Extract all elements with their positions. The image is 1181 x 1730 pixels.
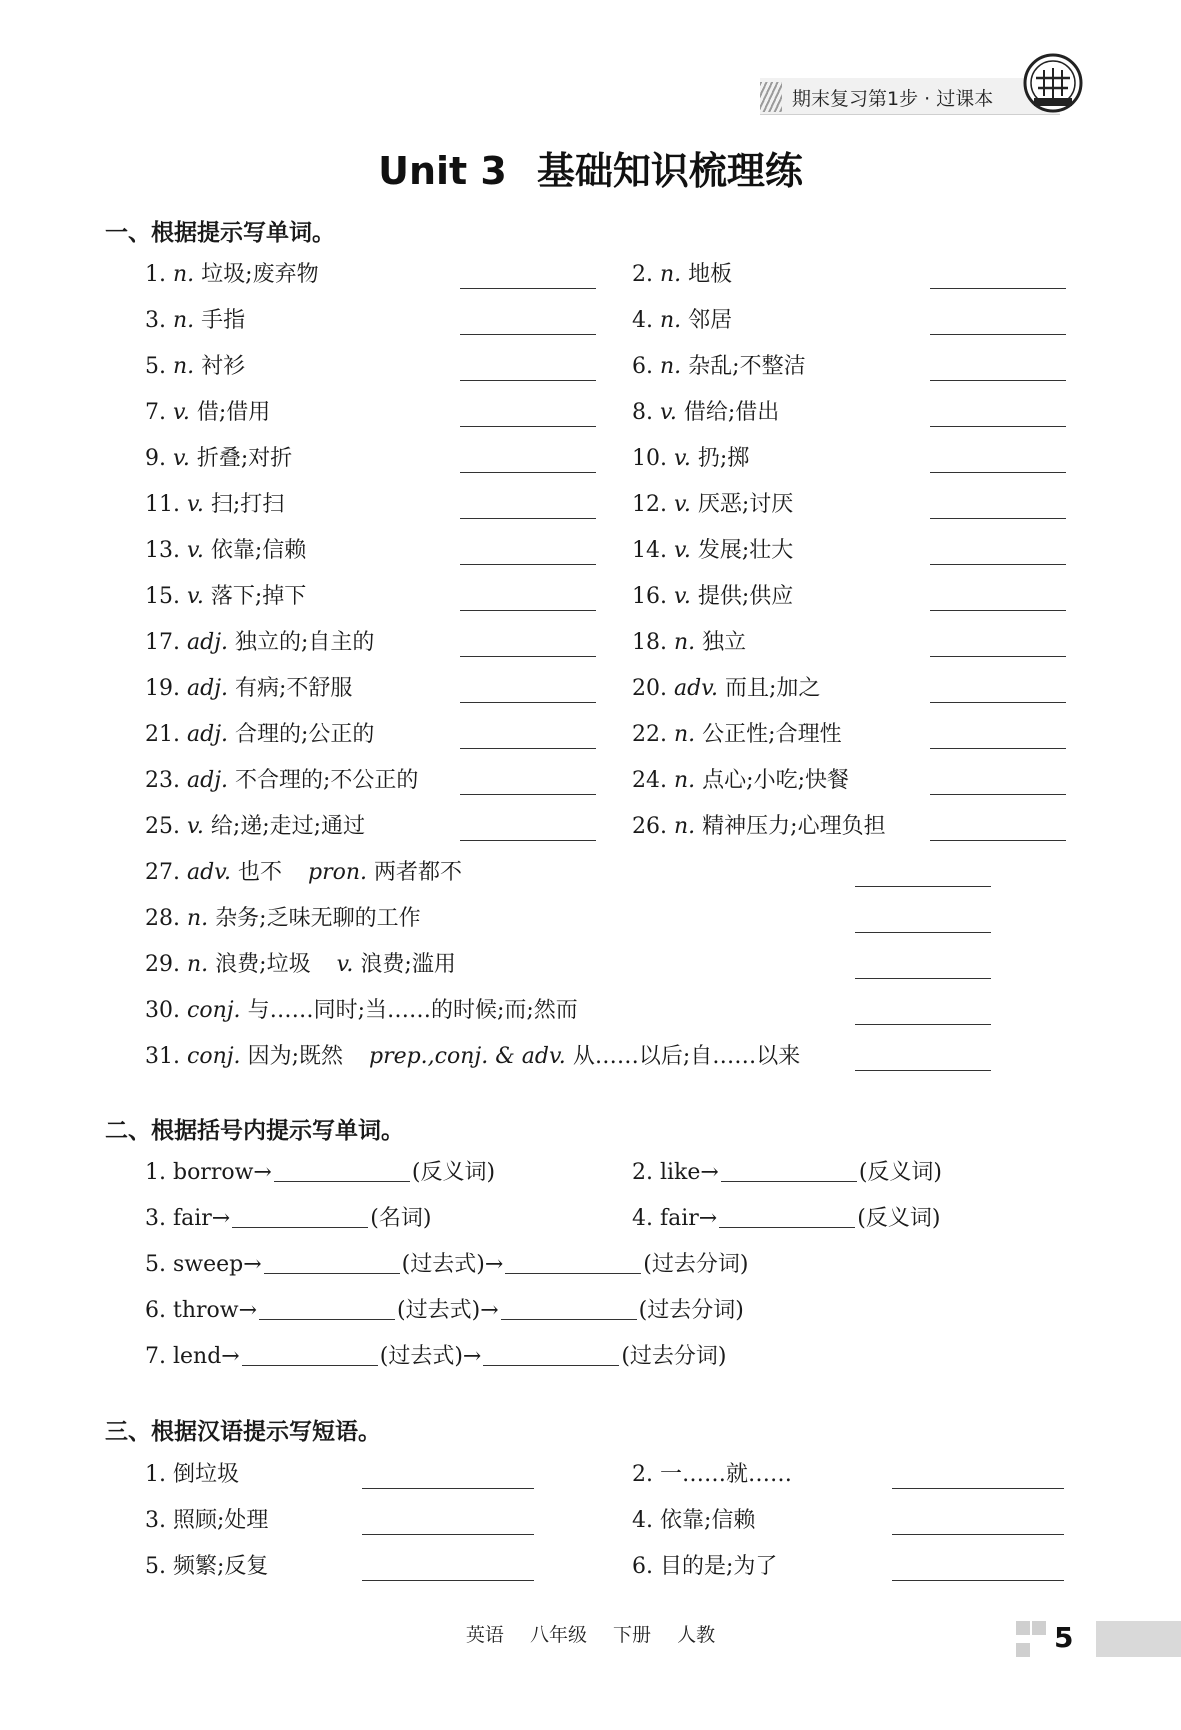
part-of-speech-2: prep.,conj. & adv. [368,1044,566,1069]
word-item [145,490,284,520]
header-label: 期末复习第1步 · 过课本 [792,88,994,110]
part-of-speech: n. [173,262,195,287]
part-of-speech: n. [173,308,195,333]
part-of-speech: n. [674,814,696,839]
word-item [145,536,306,566]
item-meaning: 公正性;合理性 [702,722,842,747]
item-number: 5. [145,354,166,379]
phrase-item [632,1552,777,1582]
part-of-speech: n. [660,354,682,379]
footer [0,1620,1181,1647]
item-number: 27. [145,860,180,885]
word-item [632,674,820,704]
item-meaning: 有病;不舒服 [235,676,353,701]
item-meaning: 借给;借出 [683,400,780,425]
answer-blank[interactable] [460,426,596,427]
item-meaning: 点心;小吃;快餐 [702,768,849,793]
word-item [632,536,793,566]
item-meaning: 落下;掉下 [210,584,307,609]
part-of-speech: v. [674,492,691,517]
answer-blank[interactable] [460,748,596,749]
item-number: 4. [632,308,653,333]
answer-blank[interactable] [930,288,1066,289]
answer-blank[interactable] [892,1580,1064,1581]
item-meaning: 因为;既然 [247,1044,343,1069]
page-number-box [1016,1621,1181,1657]
answer-blank[interactable] [460,472,596,473]
item-number: 25. [145,814,180,839]
word-item [145,766,418,796]
answer-blank[interactable] [930,380,1066,381]
part-of-speech: n. [660,308,682,333]
answer-blank[interactable] [930,794,1066,795]
answer-blank[interactable] [930,656,1066,657]
item-number: 20. [632,676,667,701]
form-item [632,1204,940,1234]
item-number: 10. [632,446,667,471]
word-item [632,260,732,290]
answer-blank[interactable] [892,1534,1064,1535]
part-of-speech: n. [674,722,696,747]
part-of-speech: v. [187,814,204,839]
past-tense-blank[interactable] [259,1297,395,1320]
item-meaning: 地板 [688,262,733,287]
item-hint: (过去分词) [621,1344,727,1369]
item-meaning: 不合理的;不公正的 [235,768,419,793]
word-item [632,628,746,658]
item-meaning: 也不 [238,860,283,885]
footer-edition: 人教 [677,1624,716,1646]
item-text: 1. 倒垃圾 [145,1462,239,1487]
word-item [145,720,374,750]
item-text: 6. 目的是;为了 [632,1554,778,1579]
answer-blank[interactable] [855,886,991,887]
item-prefix: 7. lend→ [145,1344,240,1369]
part-of-speech: v. [660,400,677,425]
phrase-item [145,1460,239,1490]
title-subtitle: 基础知识梳理练 [536,149,803,193]
footer-volume: 下册 [613,1624,652,1646]
item-number: 19. [145,676,180,701]
part-of-speech: v. [187,492,204,517]
phrase-item [145,1552,268,1582]
part-of-speech: conj. [187,998,241,1023]
answer-blank[interactable] [460,794,596,795]
word-item [632,582,793,612]
word-item [632,490,793,520]
answer-blank[interactable] [930,748,1066,749]
part-of-speech: adv. [187,860,232,885]
answer-blank[interactable] [460,334,596,335]
word-item-long [145,904,421,934]
answer-blank[interactable] [930,610,1066,611]
word-item [632,812,886,842]
word-item-long [145,996,578,1026]
item-meaning: 独立 [702,630,747,655]
item-number: 24. [632,768,667,793]
word-item [145,444,292,474]
item-prefix: 1. borrow→ [145,1160,272,1185]
item-meaning-2: 从……以后;自……以来 [572,1044,801,1069]
brand-seal-icon [1022,52,1084,114]
past-participle-blank[interactable] [501,1297,637,1320]
word-item [145,582,306,612]
part-of-speech: v. [173,400,190,425]
section-3-heading: 三、根据汉语提示写短语。 [105,1419,381,1445]
answer-blank[interactable] [460,840,596,841]
item-meaning: 衬衫 [201,354,246,379]
answer-blank[interactable] [930,426,1066,427]
past-participle-blank[interactable] [505,1251,641,1274]
part-of-speech: v. [187,584,204,609]
answer-blank[interactable] [855,1070,991,1071]
answer-blank[interactable] [930,518,1066,519]
header-stripes [760,82,782,112]
item-number: 3. [145,308,166,333]
item-meaning: 厌恶;讨厌 [697,492,794,517]
word-item [632,720,842,750]
verb-form-item [145,1296,744,1326]
answer-blank[interactable] [930,564,1066,565]
answer-blank[interactable] [460,656,596,657]
item-prefix: 4. fair→ [632,1206,718,1231]
part-of-speech: n. [660,262,682,287]
part-of-speech-2: v. [336,952,354,977]
form-item [145,1158,495,1188]
phrase-item [632,1506,755,1536]
answer-blank[interactable] [930,334,1066,335]
item-meaning: 折叠;对折 [196,446,293,471]
part-of-speech: adj. [187,676,229,701]
past-tense-blank[interactable] [264,1251,400,1274]
part-of-speech: v. [674,446,691,471]
answer-blank[interactable] [460,288,596,289]
item-number: 31. [145,1044,180,1069]
answer-blank[interactable] [930,472,1066,473]
item-number: 2. [632,262,653,287]
item-meaning: 扫;打扫 [210,492,285,517]
item-meaning: 给;递;走过;通过 [210,814,366,839]
item-hint: (反义词) [411,1160,496,1185]
answer-blank[interactable] [719,1205,855,1228]
item-meaning: 与……同时;当……的时候;而;然而 [247,998,578,1023]
past-tense-blank[interactable] [242,1343,378,1366]
item-meaning: 垃圾;废弃物 [201,262,319,287]
item-number: 8. [632,400,653,425]
part-of-speech-2: pron. [308,860,368,885]
word-item [145,306,245,336]
item-prefix: 3. fair→ [145,1206,231,1231]
item-hint: (过去分词) [638,1298,744,1323]
unit-label: Unit 3 [378,149,507,193]
answer-blank[interactable] [362,1488,534,1489]
part-of-speech: v. [674,538,691,563]
word-item [145,260,319,290]
answer-blank[interactable] [460,564,596,565]
item-prefix: 6. throw→ [145,1298,258,1323]
item-number: 15. [145,584,180,609]
answer-blank[interactable] [460,518,596,519]
section-2-heading: 二、根据括号内提示写单词。 [105,1118,404,1144]
part-of-speech: n. [674,768,696,793]
item-number: 9. [145,446,166,471]
item-meaning: 手指 [201,308,246,333]
item-meaning: 邻居 [688,308,733,333]
part-of-speech: adj. [187,630,229,655]
item-meaning: 精神压力;心理负担 [702,814,886,839]
part-of-speech: n. [674,630,696,655]
answer-blank[interactable] [460,610,596,611]
part-of-speech: conj. [187,1044,241,1069]
item-number: 30. [145,998,180,1023]
item-meaning: 合理的;公正的 [235,722,375,747]
item-number: 6. [632,354,653,379]
item-hint: (过去式)→ [397,1298,499,1323]
item-number: 28. [145,906,180,931]
answer-blank[interactable] [362,1580,534,1581]
item-prefix: 2. like→ [632,1160,719,1185]
answer-blank[interactable] [274,1159,410,1182]
item-number: 7. [145,400,166,425]
form-item [145,1204,431,1234]
answer-blank[interactable] [721,1159,857,1182]
item-hint: (反义词) [858,1160,943,1185]
footer-grade: 八年级 [529,1624,587,1646]
answer-blank[interactable] [855,1024,991,1025]
item-hint: (名词) [370,1206,432,1231]
word-item [632,352,806,382]
part-of-speech: n. [173,354,195,379]
phrase-item [632,1460,792,1490]
footer-subject: 英语 [465,1624,504,1646]
form-item [632,1158,942,1188]
header-tab [760,78,1060,115]
word-item [632,444,749,474]
item-prefix: 5. sweep→ [145,1252,262,1277]
item-hint: (过去式)→ [401,1252,504,1277]
word-item [145,812,365,842]
item-number: 14. [632,538,667,563]
item-meaning: 依靠;信赖 [210,538,307,563]
word-item [632,766,849,796]
item-number: 11. [145,492,180,517]
item-meaning: 杂乱;不整洁 [688,354,806,379]
item-text: 2. 一……就…… [632,1462,792,1487]
answer-blank[interactable] [930,702,1066,703]
item-meaning: 浪费;垃圾 [215,952,311,977]
item-number: 16. [632,584,667,609]
item-number: 22. [632,722,667,747]
word-item-long [145,1042,800,1072]
item-hint: (过去分词) [643,1252,749,1277]
item-meaning: 杂务;乏味无聊的工作 [215,906,421,931]
phrase-item [145,1506,268,1536]
item-meaning: 提供;供应 [697,584,794,609]
item-text: 4. 依靠;信赖 [632,1508,756,1533]
answer-blank[interactable] [855,932,991,933]
part-of-speech: adv. [674,676,719,701]
answer-blank[interactable] [460,702,596,703]
word-item [145,674,352,704]
word-item [145,628,374,658]
word-item [145,398,270,428]
answer-blank[interactable] [362,1534,534,1535]
item-number: 1. [145,262,166,287]
item-number: 18. [632,630,667,655]
item-meaning: 而且;加之 [725,676,821,701]
item-number: 29. [145,952,180,977]
answer-blank[interactable] [855,978,991,979]
item-text: 3. 照顾;处理 [145,1508,269,1533]
item-meaning-2: 两者都不 [374,860,463,885]
word-item-long [145,858,462,888]
past-participle-blank[interactable] [483,1343,619,1366]
word-item [632,398,779,428]
answer-blank[interactable] [930,840,1066,841]
item-meaning: 扔;掷 [697,446,750,471]
word-item [145,352,245,382]
item-number: 23. [145,768,180,793]
part-of-speech: v. [173,446,190,471]
item-number: 26. [632,814,667,839]
part-of-speech: n. [187,906,209,931]
item-text: 5. 频繁;反复 [145,1554,269,1579]
verb-form-item [145,1250,748,1280]
item-meaning: 借;借用 [196,400,271,425]
part-of-speech: adj. [187,768,229,793]
item-meaning: 独立的;自主的 [235,630,375,655]
item-meaning-2: 浪费;滥用 [360,952,456,977]
page-number: 5 [1054,1621,1074,1654]
item-hint: (过去式)→ [379,1344,482,1369]
answer-blank[interactable] [460,380,596,381]
section-1-heading: 一、根据提示写单词。 [105,220,335,246]
page-title [0,140,1181,195]
word-item-long [145,950,456,980]
part-of-speech: v. [187,538,204,563]
part-of-speech: v. [674,584,691,609]
item-meaning: 发展;壮大 [697,538,794,563]
part-of-speech: n. [187,952,209,977]
verb-form-item [145,1342,727,1372]
item-number: 13. [145,538,180,563]
item-number: 12. [632,492,667,517]
answer-blank[interactable] [232,1205,368,1228]
word-item [632,306,732,336]
item-number: 17. [145,630,180,655]
part-of-speech: adj. [187,722,229,747]
answer-blank[interactable] [892,1488,1064,1489]
item-number: 21. [145,722,180,747]
item-hint: (反义词) [857,1206,941,1231]
